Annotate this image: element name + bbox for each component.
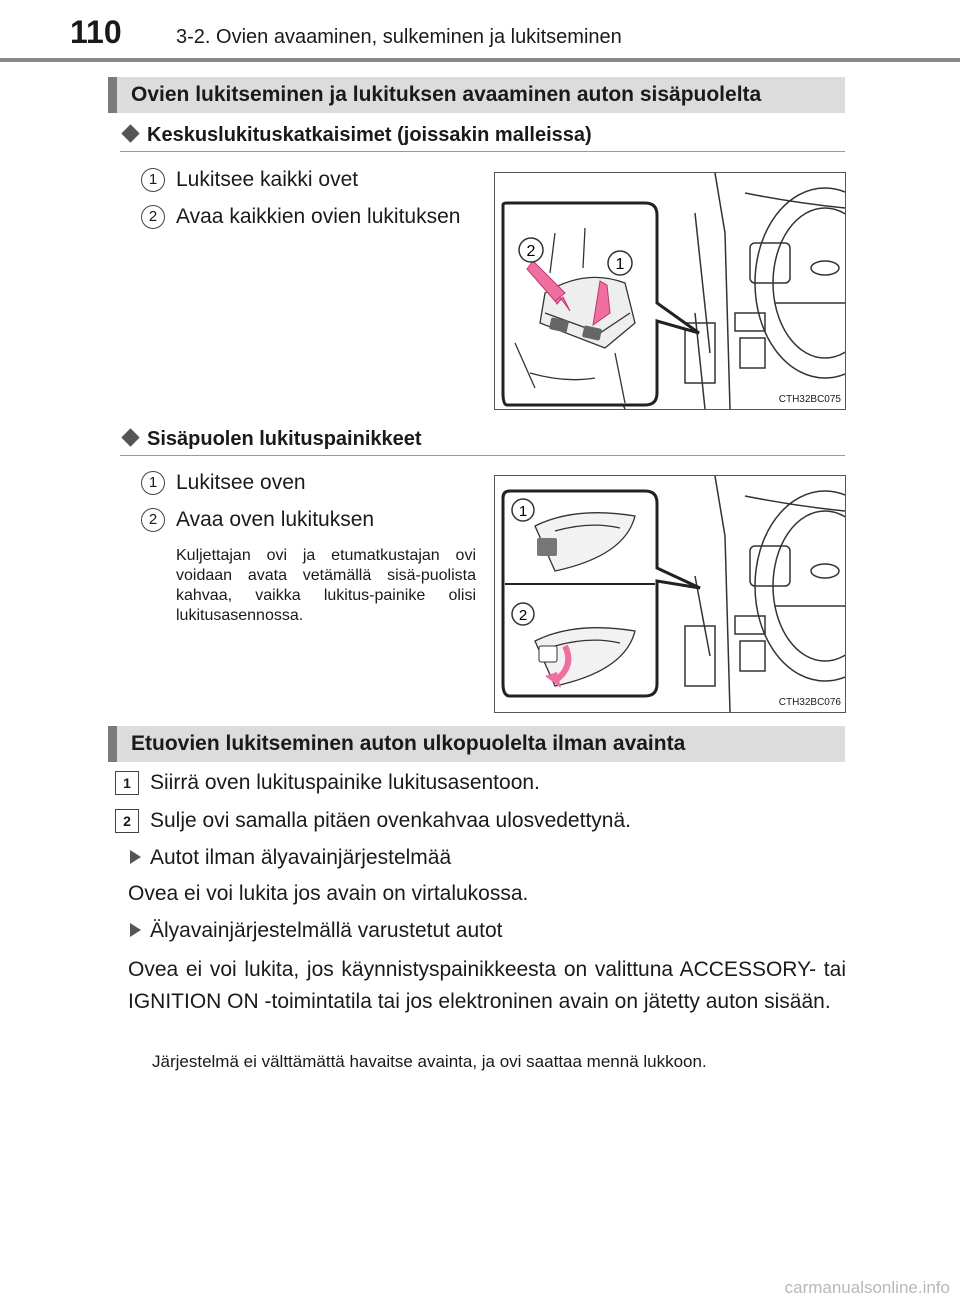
figure-code: CTH32BC076 <box>778 697 841 708</box>
header-rule <box>0 58 960 62</box>
item-number-circle: 2 <box>141 205 165 229</box>
item-text-unlock-all: Avaa kaikkien ovien lukituksen <box>176 205 461 228</box>
chapter-title: 3-2. Ovien avaaminen, sulkeminen ja lukitseminen <box>176 26 622 48</box>
case-heading-no-smart-key <box>130 846 451 870</box>
case-heading-smart-key <box>130 919 503 943</box>
triangle-bullet-icon <box>130 923 141 937</box>
item-number-circle: 1 <box>141 168 165 192</box>
item-number-circle: 2 <box>141 508 165 532</box>
case-note: Järjestelmä ei välttämättä havaitse avainta, ja ovi saattaa mennä lukkoon. <box>152 1052 707 1071</box>
subheading-rule <box>120 455 845 456</box>
callout-1: 1 <box>615 256 625 273</box>
section-heading-interior-locking: Ovien lukitseminen ja lukituksen avaaminen auton sisäpuolelta <box>108 77 845 113</box>
case-heading-text: Autot ilman älyavainjärjestelmää <box>150 846 452 869</box>
subheading-central-lock-switches <box>120 124 592 147</box>
step-number-box: 1 <box>115 771 139 795</box>
illustration-dashboard-switch <box>495 173 845 409</box>
item-text-unlock-door: Avaa oven lukituksen <box>176 508 375 531</box>
item-text-lock-door: Lukitsee oven <box>176 471 306 494</box>
subheading-rule <box>120 151 845 152</box>
figure-inside-lock-button <box>494 475 846 713</box>
item-text-lock-all: Lukitsee kaikki ovet <box>176 168 359 191</box>
page-number: 110 <box>70 14 122 50</box>
callout-2: 2 <box>518 607 528 624</box>
triangle-bullet-icon <box>130 850 141 864</box>
step-text: Siirrä oven lukituspainike lukitusasentoon. <box>150 771 540 794</box>
illustration-door-handle <box>495 476 845 712</box>
case-heading-text: Älyavainjärjestelmällä varustetut autot <box>150 919 503 942</box>
watermark: carmanualsonline.info <box>784 1278 950 1297</box>
figure-central-lock-switch <box>494 172 846 410</box>
case-text: Ovea ei voi lukita jos avain on virtalukossa. <box>128 882 529 905</box>
figure-code: CTH32BC075 <box>778 394 841 405</box>
step-text: Sulje ovi samalla pitäen ovenkahvaa ulosvedettynä. <box>150 809 631 832</box>
diamond-bullet-icon <box>121 124 139 142</box>
subheading-text: Sisäpuolen lukituspainikkeet <box>147 428 422 450</box>
item-number-circle: 1 <box>141 471 165 495</box>
step-number-box: 2 <box>115 809 139 833</box>
callout-2: 2 <box>526 243 536 260</box>
diamond-bullet-icon <box>121 428 139 446</box>
callout-1: 1 <box>518 503 528 520</box>
note-inner-handle: Kuljettajan ovi ja etumatkustajan ovi voidaan avata vetämällä sisä-puolista kahvaa, vaikka lukitus-painike olisi lukitusasennossa. <box>176 547 476 624</box>
section-heading-lock-without-key: Etuovien lukitseminen auton ulkopuolelta ilman avainta <box>108 726 845 762</box>
subheading-inside-lock-buttons <box>120 428 422 451</box>
subheading-text: Keskuslukituskatkaisimet (joissakin malleissa) <box>147 124 592 146</box>
case-text: Ovea ei voi lukita, jos käynnistyspainikkeesta on valittuna ACCESSORY- tai IGNITION ON -toimintatila tai jos elektroninen avain on jätetty auton sisään. <box>128 958 846 1013</box>
